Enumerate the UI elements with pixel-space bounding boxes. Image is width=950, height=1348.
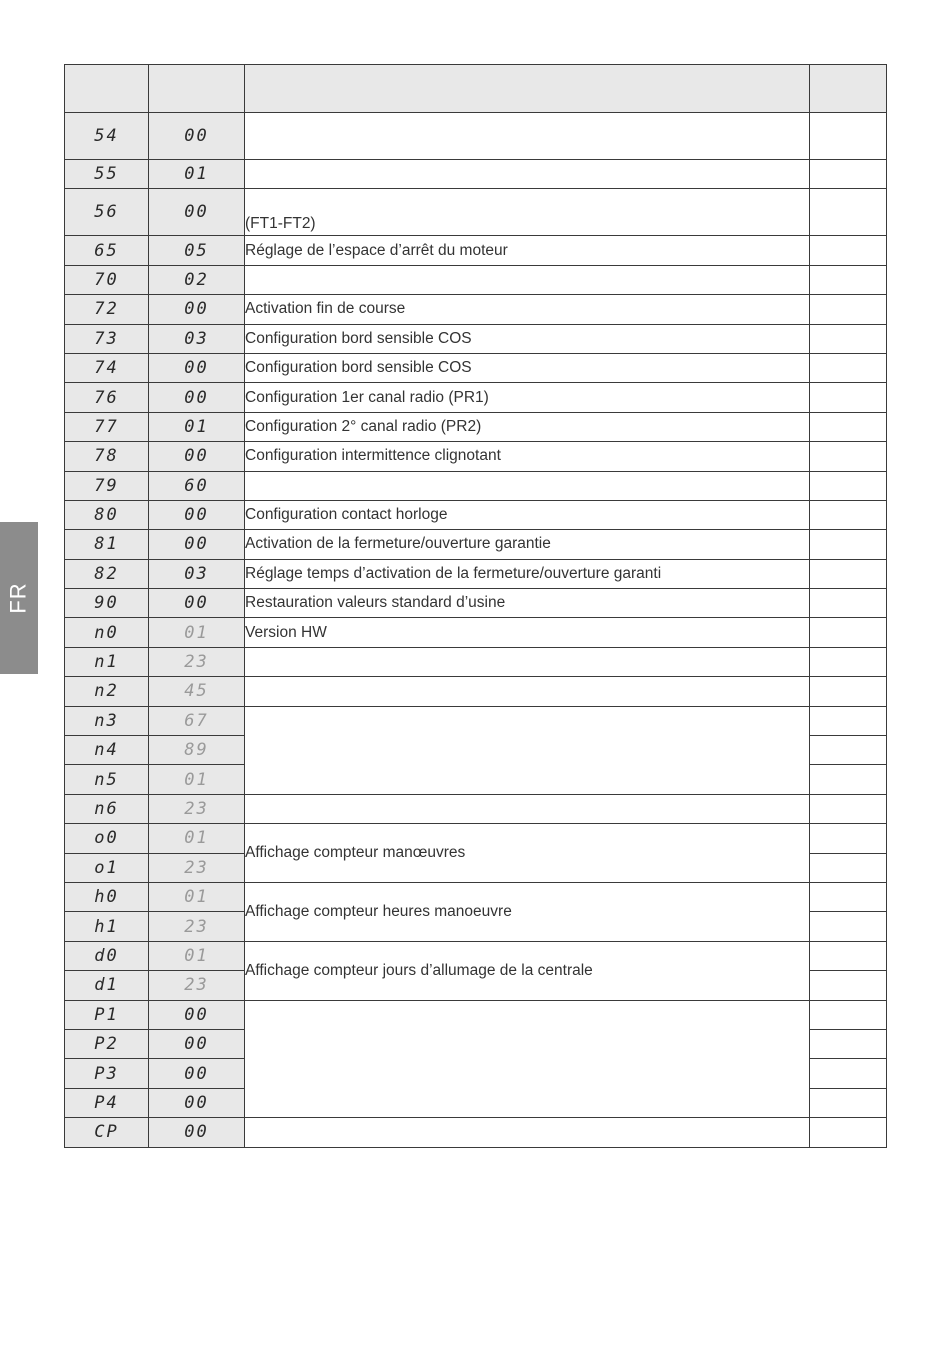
- param-description: Configuration bord sensible COS: [245, 324, 810, 353]
- param-extra: [810, 500, 887, 529]
- param-code: 76: [65, 383, 149, 412]
- table-row: [65, 412, 887, 441]
- param-value: 00: [149, 383, 245, 412]
- table-row: [65, 794, 887, 823]
- param-extra: [810, 113, 887, 160]
- param-code: n4: [65, 736, 149, 765]
- param-extra: [810, 941, 887, 970]
- table-row: [65, 677, 887, 706]
- param-value: 00: [149, 1118, 245, 1147]
- table-row: [65, 113, 887, 160]
- param-description: [245, 794, 810, 823]
- header-cell-description: [245, 65, 810, 113]
- param-extra: [810, 736, 887, 765]
- table-row: [65, 324, 887, 353]
- param-value: 00: [149, 500, 245, 529]
- param-extra: [810, 1088, 887, 1117]
- param-value: 00: [149, 1059, 245, 1088]
- table-row: [65, 1118, 887, 1147]
- table-row: [65, 618, 887, 647]
- param-description: [245, 160, 810, 189]
- param-code: 78: [65, 442, 149, 471]
- param-value: 05: [149, 236, 245, 265]
- param-code: n3: [65, 706, 149, 735]
- param-description: Activation de la fermeture/ouverture garantie: [245, 530, 810, 559]
- param-extra: [810, 765, 887, 794]
- table-row: [65, 1000, 887, 1029]
- table-row: [65, 442, 887, 471]
- param-code: 77: [65, 412, 149, 441]
- param-value: 01: [149, 160, 245, 189]
- param-extra: [810, 971, 887, 1000]
- table-row: [65, 559, 887, 588]
- parameters-table: [64, 64, 887, 1148]
- param-code: 82: [65, 559, 149, 588]
- param-value: 00: [149, 589, 245, 618]
- param-value: 00: [149, 189, 245, 236]
- param-extra: [810, 160, 887, 189]
- param-description: [245, 471, 810, 500]
- param-value: 01: [149, 941, 245, 970]
- param-value: 23: [149, 912, 245, 941]
- param-code: 65: [65, 236, 149, 265]
- param-code: o0: [65, 824, 149, 853]
- param-value: 45: [149, 677, 245, 706]
- param-code: n2: [65, 677, 149, 706]
- param-code: 74: [65, 353, 149, 382]
- language-tab-label: FR: [5, 582, 31, 614]
- param-description: (FT1-FT2): [245, 189, 810, 236]
- param-value: 01: [149, 765, 245, 794]
- param-code: 55: [65, 160, 149, 189]
- table-row: [65, 471, 887, 500]
- param-extra: [810, 353, 887, 382]
- param-extra: [810, 853, 887, 882]
- param-extra: [810, 589, 887, 618]
- param-extra: [810, 618, 887, 647]
- param-description: Réglage de l’espace d’arrêt du moteur: [245, 236, 810, 265]
- param-code: o1: [65, 853, 149, 882]
- param-description: Version HW: [245, 618, 810, 647]
- param-extra: [810, 265, 887, 294]
- param-code: 70: [65, 265, 149, 294]
- param-extra: [810, 647, 887, 676]
- param-description: [245, 113, 810, 160]
- param-extra: [810, 189, 887, 236]
- param-description: Configuration bord sensible COS: [245, 353, 810, 382]
- param-value: 23: [149, 647, 245, 676]
- table-row: [65, 383, 887, 412]
- param-extra: [810, 1059, 887, 1088]
- param-extra: [810, 706, 887, 735]
- param-code: P2: [65, 1029, 149, 1058]
- param-description: [245, 265, 810, 294]
- param-code: 73: [65, 324, 149, 353]
- table-row: [65, 530, 887, 559]
- param-value: 00: [149, 113, 245, 160]
- param-description: Configuration 2° canal radio (PR2): [245, 412, 810, 441]
- param-extra: [810, 677, 887, 706]
- param-extra: [810, 1000, 887, 1029]
- param-value: 01: [149, 412, 245, 441]
- param-code: P1: [65, 1000, 149, 1029]
- param-description: Affichage compteur heures manoeuvre: [245, 882, 810, 941]
- param-description: Affichage compteur manœuvres: [245, 824, 810, 883]
- param-code: CP: [65, 1118, 149, 1147]
- param-extra: [810, 912, 887, 941]
- param-code: d0: [65, 941, 149, 970]
- param-code: 79: [65, 471, 149, 500]
- param-code: h1: [65, 912, 149, 941]
- param-extra: [810, 295, 887, 324]
- table-row: [65, 647, 887, 676]
- table-row: [65, 353, 887, 382]
- param-value: 00: [149, 295, 245, 324]
- param-value: 89: [149, 736, 245, 765]
- param-code: 54: [65, 113, 149, 160]
- param-value: 00: [149, 442, 245, 471]
- table-row: [65, 589, 887, 618]
- param-description: Configuration intermittence clignotant: [245, 442, 810, 471]
- param-value: 00: [149, 1000, 245, 1029]
- param-extra: [810, 236, 887, 265]
- param-code: n1: [65, 647, 149, 676]
- table-row: [65, 265, 887, 294]
- param-extra: [810, 383, 887, 412]
- param-code: 56: [65, 189, 149, 236]
- table-row: [65, 706, 887, 735]
- param-extra: [810, 1118, 887, 1147]
- param-value: 01: [149, 824, 245, 853]
- table-row: [65, 160, 887, 189]
- param-code: h0: [65, 882, 149, 911]
- param-extra: [810, 1029, 887, 1058]
- param-description: Activation fin de course: [245, 295, 810, 324]
- param-value: 03: [149, 559, 245, 588]
- table-header-row: [65, 65, 887, 113]
- param-extra: [810, 530, 887, 559]
- param-value: 23: [149, 853, 245, 882]
- table-row: [65, 882, 887, 911]
- param-value: 00: [149, 1088, 245, 1117]
- param-extra: [810, 324, 887, 353]
- param-description: Configuration 1er canal radio (PR1): [245, 383, 810, 412]
- header-cell-extra: [810, 65, 887, 113]
- param-code: 72: [65, 295, 149, 324]
- param-value: 02: [149, 265, 245, 294]
- param-extra: [810, 794, 887, 823]
- table-row: [65, 189, 887, 236]
- param-extra: [810, 824, 887, 853]
- param-code: 80: [65, 500, 149, 529]
- param-code: 90: [65, 589, 149, 618]
- param-value: 00: [149, 1029, 245, 1058]
- param-code: n0: [65, 618, 149, 647]
- param-value: 01: [149, 618, 245, 647]
- table-row: [65, 236, 887, 265]
- param-value: 67: [149, 706, 245, 735]
- param-description: [245, 647, 810, 676]
- param-description: [245, 677, 810, 706]
- param-extra: [810, 559, 887, 588]
- param-extra: [810, 471, 887, 500]
- param-description: Affichage compteur jours d’allumage de la centrale: [245, 941, 810, 1000]
- param-description: [245, 706, 810, 794]
- param-value: 01: [149, 882, 245, 911]
- param-extra: [810, 882, 887, 911]
- param-code: P3: [65, 1059, 149, 1088]
- param-value: 00: [149, 353, 245, 382]
- table-row: [65, 941, 887, 970]
- param-value: 60: [149, 471, 245, 500]
- param-value: 23: [149, 794, 245, 823]
- table-row: [65, 500, 887, 529]
- language-tab: [0, 522, 38, 674]
- param-description: Configuration contact horloge: [245, 500, 810, 529]
- param-code: n5: [65, 765, 149, 794]
- param-description: [245, 1000, 810, 1118]
- param-extra: [810, 412, 887, 441]
- header-cell-value: [149, 65, 245, 113]
- param-value: 23: [149, 971, 245, 1000]
- param-code: 81: [65, 530, 149, 559]
- param-description: Réglage temps d’activation de la fermeture/ouverture garanti: [245, 559, 810, 588]
- param-code: n6: [65, 794, 149, 823]
- param-code: P4: [65, 1088, 149, 1117]
- param-value: 00: [149, 530, 245, 559]
- param-code: d1: [65, 971, 149, 1000]
- table-row: [65, 295, 887, 324]
- param-description: Restauration valeurs standard d’usine: [245, 589, 810, 618]
- param-extra: [810, 442, 887, 471]
- param-value: 03: [149, 324, 245, 353]
- header-cell-code: [65, 65, 149, 113]
- table-row: [65, 824, 887, 853]
- param-description: [245, 1118, 810, 1147]
